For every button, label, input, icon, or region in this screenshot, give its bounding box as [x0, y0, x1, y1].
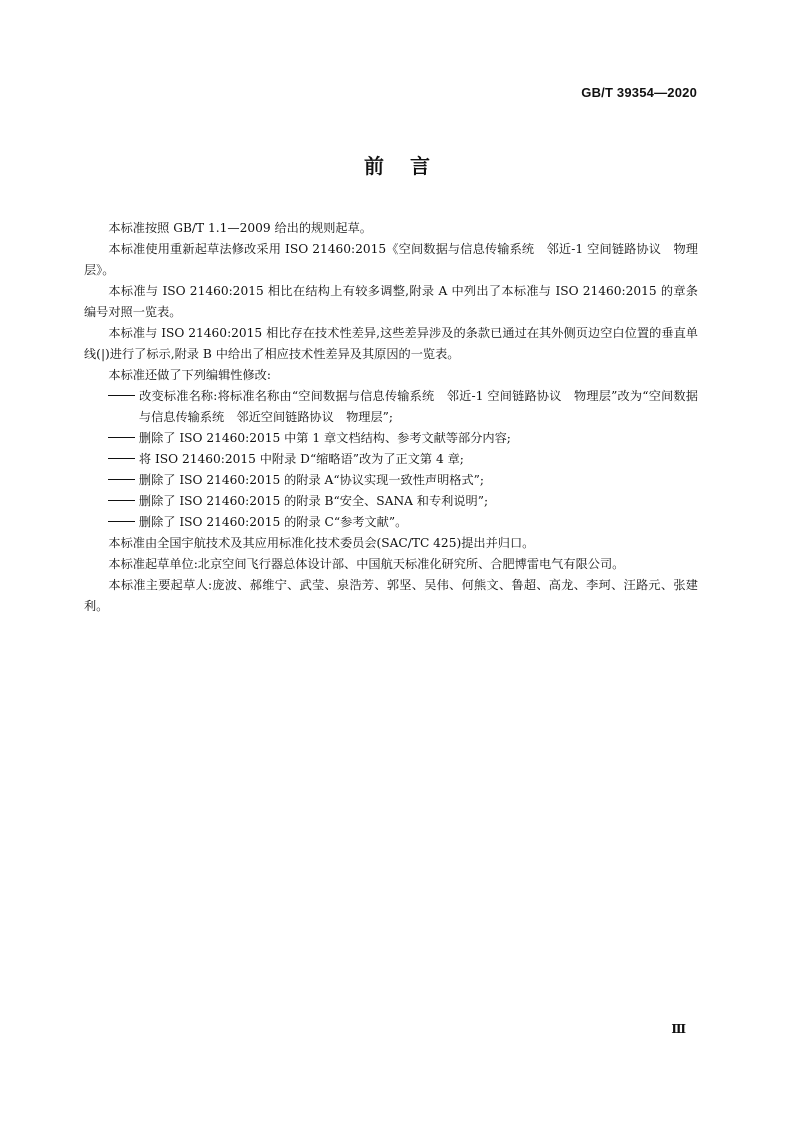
paragraph-drafting-units: 本标准起草单位:北京空间飞行器总体设计部、中国航天标准化研究所、合肥博雷电气有限公司。 — [108, 557, 625, 571]
edit-item — [84, 428, 698, 449]
dash-mark — [84, 428, 139, 449]
edit-item-text: 删除了 ISO 21460:2015 的附录 C“参考文献”。 — [138, 515, 408, 529]
edit-item-text: 删除了 ISO 21460:2015 的附录 A“协议实现一致性声明格式”; — [138, 473, 484, 487]
edit-item — [84, 491, 698, 512]
edit-item-text: 改变标准名称:将标准名称由“空间数据与信息传输系统 邻近-1 空间链路协议 物理层”改为“空间数据与信息传输系统 邻近空间链路协议 物理层”; — [138, 389, 698, 424]
paragraph-editorial-intro: 本标准还做了下列编辑性修改: — [108, 368, 271, 382]
edit-item-text: 删除了 ISO 21460:2015 中第 1 章文档结构、参考文献等部分内容; — [138, 431, 511, 445]
dash-mark — [84, 512, 139, 533]
dash-mark — [84, 470, 139, 491]
edit-item-text: 删除了 ISO 21460:2015 的附录 B“安全、SANA 和专利说明”; — [138, 494, 489, 508]
edit-item — [84, 386, 698, 428]
paragraph-drafters: 本标准主要起草人:庞波、郝维宁、武莹、泉浩芳、郭坚、吴伟、何熊文、鲁超、高龙、李珂、汪路元、张建利。 — [84, 578, 698, 613]
edit-item — [84, 470, 698, 491]
paragraph-structure-changes: 本标准与 ISO 21460:2015 相比在结构上有较多调整,附录 A 中列出了本标准与 ISO 21460:2015 的章条编号对照一览表。 — [84, 284, 698, 319]
edit-item — [84, 512, 698, 533]
paragraph-drafting-rules: 本标准按照 GB/T 1.1—2009 给出的规则起草。 — [108, 221, 372, 235]
standard-code: GB/T 39354—2020 — [581, 85, 697, 100]
preface-body — [84, 218, 698, 617]
paragraph-technical-differences: 本标准与 ISO 21460:2015 相比存在技术性差异,这些差异涉及的条款已通过在其外侧页边空白位置的垂直单线(|)进行了标示,附录 B 中给出了相应技术性差异及其原因的一览表。 — [84, 326, 698, 361]
dash-mark — [84, 491, 139, 512]
page-title: 前言 — [364, 154, 456, 178]
page-number: Ⅲ — [671, 1022, 686, 1036]
paragraph-proposer: 本标准由全国宇航技术及其应用标准化技术委员会(SAC/TC 425)提出并归口。 — [108, 536, 535, 550]
dash-mark — [84, 386, 139, 407]
edit-item — [84, 449, 698, 470]
paragraph-adoption-method: 本标准使用重新起草法修改采用 ISO 21460:2015《空间数据与信息传输系统 邻近-1 空间链路协议 物理层》。 — [84, 242, 698, 277]
dash-mark — [84, 449, 139, 470]
edit-item-text: 将 ISO 21460:2015 中附录 D“缩略语”改为了正文第 4 章; — [138, 452, 464, 466]
